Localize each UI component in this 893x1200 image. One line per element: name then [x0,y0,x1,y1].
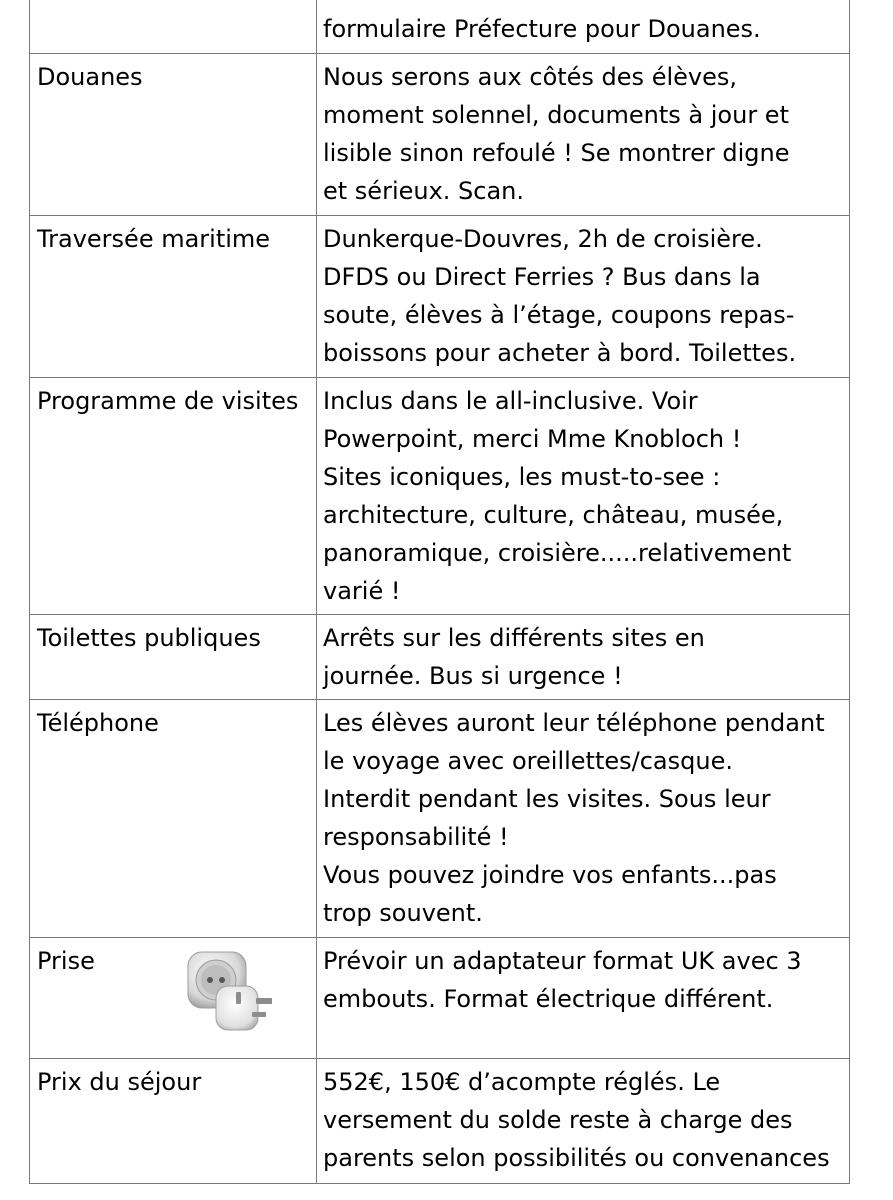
description-cell [317,1058,850,1183]
description-line: Nous serons aux côtés des élèves, [323,62,737,91]
description-line: Vous pouvez joindre vos enfants...pas [323,860,777,889]
description-line: varié ! [323,576,401,605]
description-line: Inclus dans le all-inclusive. Voir [323,386,698,415]
description-line: architecture, culture, château, musée, [323,500,784,529]
table-row [30,614,850,699]
description-line: Dunkerque-Douvres, 2h de croisière. [323,224,763,253]
info-table-page [29,0,850,1184]
description-line: responsabilité ! [323,822,509,851]
table-row [30,937,850,1058]
topic-cell: Douanes [30,53,317,215]
topic-cell: Toilettes publiques [30,614,317,699]
table-row [30,699,850,937]
description-cell [317,0,850,53]
description-line: embouts. Format électrique différent. [323,984,774,1013]
description-line: moment solennel, documents à jour et [323,100,789,129]
description-line: trop souvent. [323,898,483,927]
description-cell [317,377,850,614]
topic-cell: Téléphone [30,699,317,937]
description-line: formulaire Préfecture pour Douanes. [323,15,761,43]
description-line: lisible sinon refoulé ! Se montrer digne [323,138,790,167]
description-line: versement du solde reste à charge des [323,1105,793,1134]
description-line: parents selon possibilités ou convenances [323,1143,830,1172]
table-row [30,53,850,215]
table-row [30,1058,850,1183]
description-cell [317,937,850,1058]
description-line: et sérieux. Scan. [323,176,525,205]
description-line: DFDS ou Direct Ferries ? Bus dans la [323,262,761,291]
description-line: Interdit pendant les visites. Sous leur [323,784,771,813]
description-line: 552€, 150€ d’acompte réglés. Le [323,1067,721,1096]
description-line: Les élèves auront leur téléphone pendant [323,708,825,737]
description-cell [317,215,850,377]
description-cell [317,53,850,215]
topic-cell: Programme de visites [30,377,317,614]
description-line: panoramique, croisière.....relativement [323,538,792,567]
table-row [30,0,850,53]
table-row [30,215,850,377]
description-line: journée. Bus si urgence ! [323,661,623,690]
topic-cell [30,0,317,53]
description-line: soute, élèves à l’étage, coupons repas- [323,300,795,329]
description-cell [317,614,850,699]
table-row [30,377,850,614]
description-line: Sites iconiques, les must-to-see : [323,462,721,491]
topic-cell: Traversée maritime [30,215,317,377]
description-line: boissons pour acheter à bord. Toilettes. [323,338,797,367]
topic-cell: Prix du séjour [30,1058,317,1183]
description-line: Powerpoint, merci Mme Knobloch ! [323,424,742,453]
description-line: le voyage avec oreillettes/casque. [323,746,733,775]
topic-cell [30,937,317,1058]
description-cell [317,699,850,937]
topic-label: Prise [37,946,95,975]
description-line: Arrêts sur les différents sites en [323,623,705,652]
description-line: Prévoir un adaptateur format UK avec 3 [323,946,802,975]
uk-plug-adapter-icon [186,950,278,1036]
info-table [29,0,850,1184]
